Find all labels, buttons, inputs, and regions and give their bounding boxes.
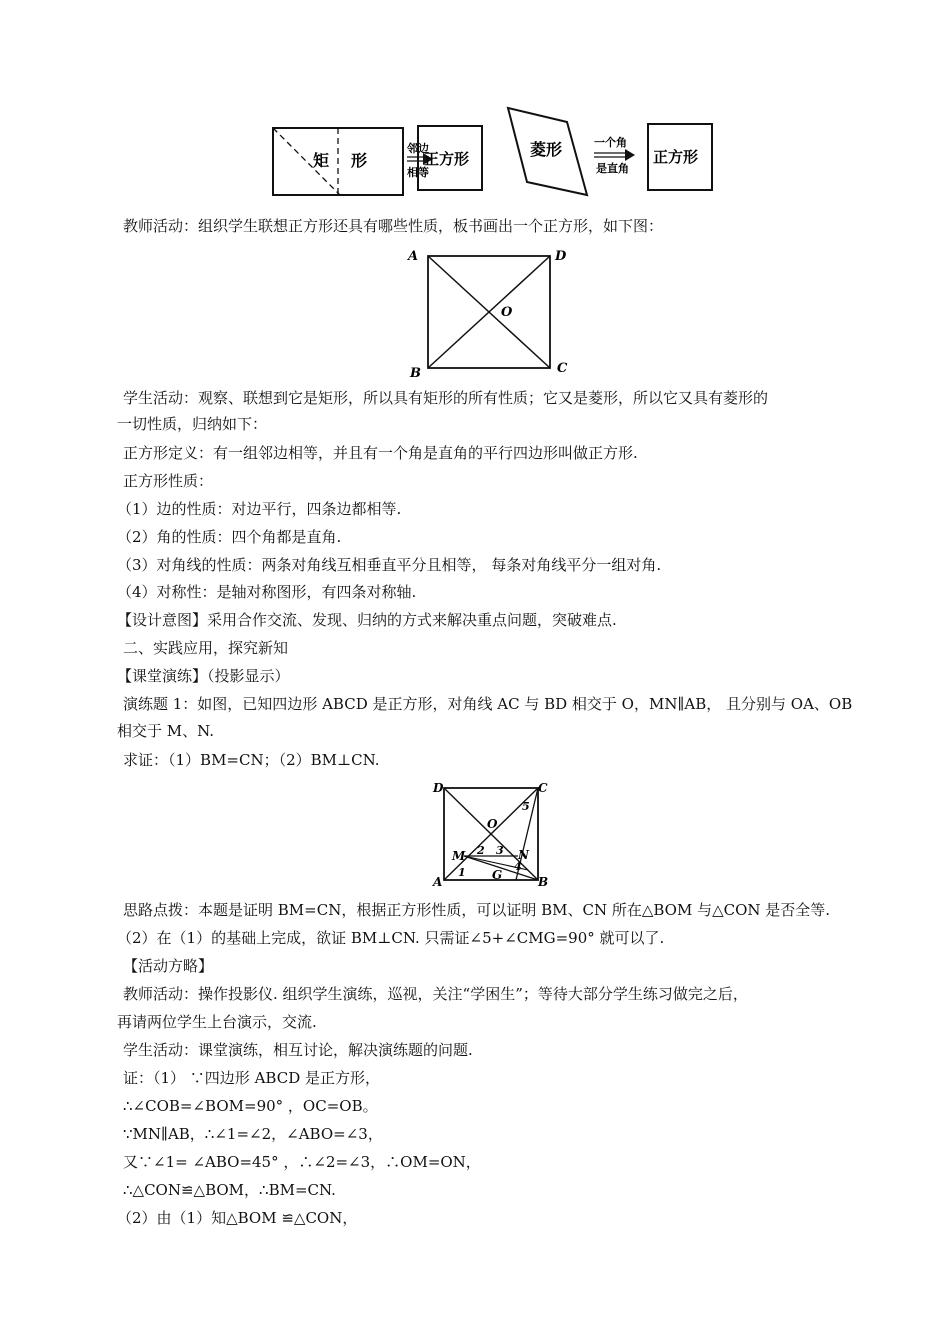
teacher-activity-1: 教师活动：组织学生联想正方形还具有哪些性质，板书画出一个正方形，如下图： [123, 217, 664, 235]
arrow2-bottom-label: 是直角 [596, 162, 629, 175]
activity-strategy-heading: 【活动方略】 [123, 957, 214, 975]
teacher-activity-2a: 教师活动：操作投影仪. 组织学生演练，巡视，关注“学困生”；等待大部分学生练习做完之后， [123, 985, 748, 1003]
exercise-1-a: 演练题 1：如图，已知四边形 ABCD 是正方形，对角线 AC 与 BD 相交于 O，MN∥AB， 且分别与 OA、OB [123, 695, 853, 713]
rectangle-label-right: 形 [351, 151, 368, 170]
arrow1-top-label: 邻边 [407, 142, 429, 155]
fig3-vertex-a: A [433, 875, 443, 889]
fig3-angle-4: 4 [514, 860, 522, 873]
hint-line-a: 思路点拨：本题是证明 BM=CN，根据正方形性质，可以证明 BM、CN 所在△BOM 与△CON 是否全等. [123, 901, 831, 919]
rhombus-label: 菱形 [530, 140, 563, 159]
vertex-a-label: A [408, 249, 419, 264]
practice-heading: 【课堂演练】（投影显示） [117, 667, 290, 685]
fig3-angle-2: 2 [477, 844, 485, 857]
student-activity-1a: 学生活动：观察、联想到它是矩形，所以具有矩形的所有性质；它又是菱形，所以它又具有菱形的 [123, 389, 769, 407]
fig3-point-m: M [452, 849, 466, 863]
fig3-vertex-b: B [538, 875, 549, 889]
student-activity-1b: 一切性质，归纳如下： [117, 415, 268, 433]
figure-square-abcd [400, 244, 580, 380]
square-properties-heading: 正方形性质： [123, 472, 214, 490]
proof-line-4: 又∵∠1= ∠ABO=45° ，∴∠2=∠3，∴OM=ON， [123, 1153, 481, 1171]
proof-line-6: （2）由（1）知△BOM ≌△CON， [117, 1209, 358, 1227]
square-label-2: 正方形 [653, 148, 699, 166]
double-arrow-icon [594, 149, 635, 161]
vertex-b-label: B [410, 366, 421, 380]
fig3-center-o: O [487, 817, 498, 831]
design-intent: 【设计意图】采用合作交流、发现、归纳的方式来解决重点问题，突破难点. [117, 611, 617, 629]
vertex-c-label: C [557, 361, 568, 376]
proof-line-1: 证：（1） ∵四边形 ABCD 是正方形， [123, 1069, 380, 1087]
vertex-d-label: D [555, 249, 567, 264]
fig3-angle-5: 5 [522, 800, 530, 813]
property-4: （4）对称性：是轴对称图形，有四条对称轴. [117, 583, 417, 601]
fig3-angle-3: 3 [496, 844, 504, 857]
property-1: （1）边的性质：对边平行，四条边都相等. [117, 500, 402, 518]
center-o-label: O [501, 305, 513, 320]
arrow2-top-label: 一个角 [594, 136, 627, 149]
fig3-point-n: N [518, 848, 529, 862]
square-definition: 正方形定义：有一组邻边相等，并且有一个角是直角的平行四边形叫做正方形. [123, 444, 638, 462]
proof-line-5: ∴△CON≌△BOM，∴BM=CN. [123, 1181, 336, 1199]
section-two-heading: 二、实践应用，探究新知 [123, 639, 289, 657]
fig3-vertex-d: D [433, 781, 444, 795]
proof-line-3: ∵MN∥AB，∴∠1=∠2，∠ABO=∠3， [123, 1125, 383, 1143]
property-2: （2）角的性质：四个角都是直角. [117, 528, 342, 546]
prove-statement: 求证：（1）BM=CN；（2）BM⊥CN. [123, 751, 380, 769]
fig3-vertex-c: C [538, 781, 548, 795]
property-3: （3）对角线的性质：两条对角线互相垂直平分且相等， 每条对角线平分一组对角. [117, 556, 662, 574]
figure-square-mn [428, 778, 558, 890]
hint-line-b: （2）在（1）的基础上完成，欲证 BM⊥CN. 只需证∠5+∠CMG=90° 就可以了. [117, 929, 665, 947]
figure-quadrilateral-relations [265, 100, 725, 200]
student-activity-2: 学生活动：课堂演练，相互讨论，解决演练题的问题. [123, 1041, 473, 1059]
rectangle-label-left: 矩 [313, 151, 330, 170]
teacher-activity-2b: 再请两位学生上台演示，交流. [117, 1013, 317, 1031]
proof-line-2: ∴∠COB=∠BOM=90° ，OC=OB。 [123, 1097, 378, 1115]
arrow1-bottom-label: 相等 [407, 166, 429, 179]
fig3-point-g: G [492, 868, 503, 882]
exercise-1-b: 相交于 M、N. [117, 722, 215, 740]
fig3-angle-1: 1 [458, 866, 466, 879]
square-label-1: 正方形 [424, 150, 470, 168]
